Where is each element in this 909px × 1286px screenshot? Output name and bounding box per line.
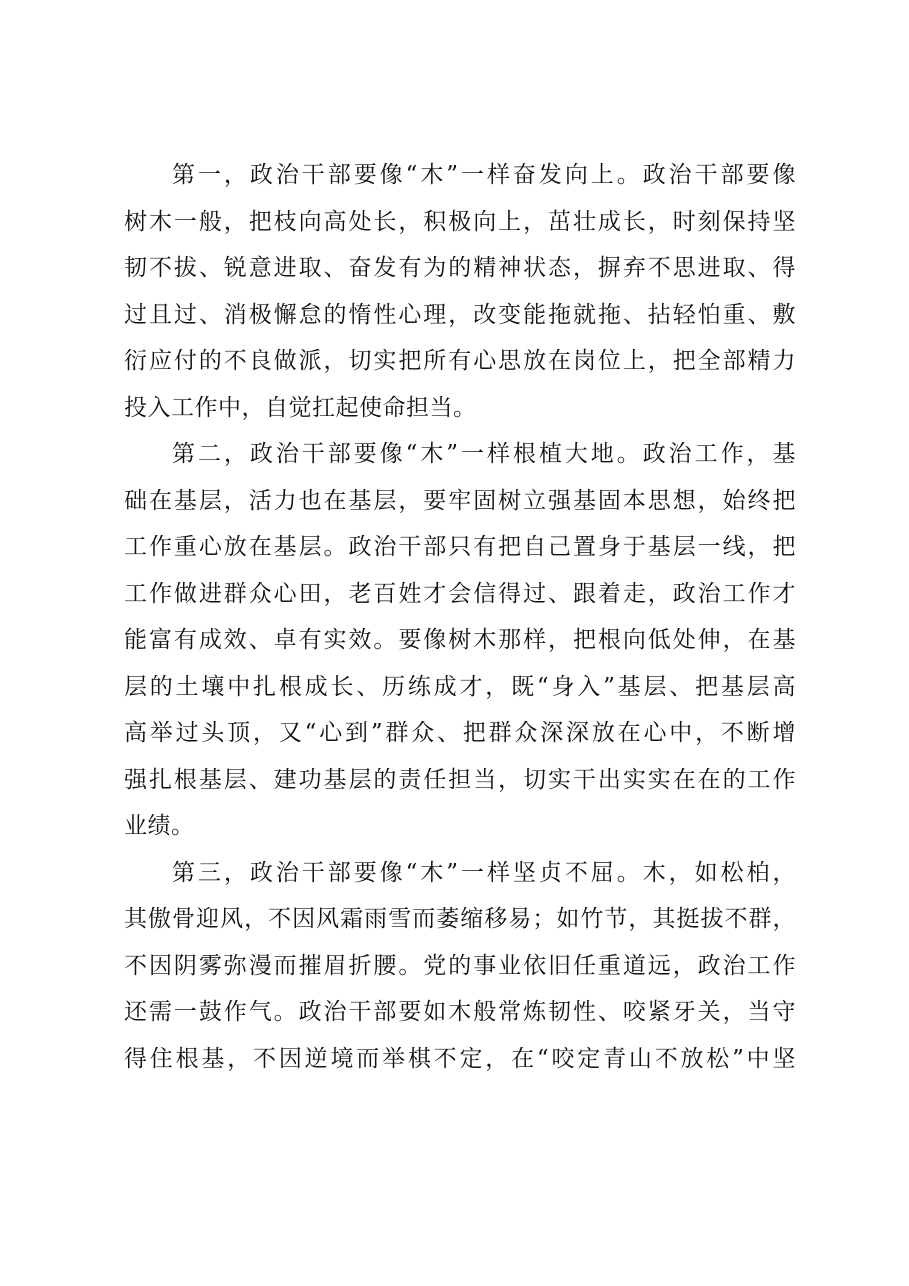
- paragraph-line: 韧不拔、锐意进取、奋发有为的精神状态，摒弃不思进取、得: [124, 255, 796, 281]
- paragraph-1: [124, 152, 796, 431]
- paragraph-line: 树木一般，把枝向高处长，积极向上，茁壮成长，时刻保持坚: [124, 208, 796, 235]
- paragraph-line: 过且过、消极懈怠的惰性心理，改变能拖就拖、拈轻怕重、敷: [124, 301, 796, 328]
- paragraph-line: 能富有成效、卓有实效。要像树木那样，把根向低处伸，在基: [124, 627, 796, 653]
- paragraph-3: [124, 850, 796, 1083]
- paragraph-line: 础在基层，活力也在基层，要牢固树立强基固本思想，始终把: [124, 487, 796, 514]
- paragraph-line: 工作做进群众心田，老百姓才会信得过、跟着走，政治工作才: [124, 580, 796, 607]
- paragraph-line: 第二，政治干部要像“木”一样根植大地。政治工作，基: [172, 441, 796, 467]
- paragraph-line: 工作重心放在基层。政治干部只有把自己置身于基层一线，把: [124, 534, 796, 560]
- paragraph-2: [124, 431, 796, 850]
- paragraph-line: 高举过头顶，又“心到”群众、把群众深深放在心中，不断增: [124, 720, 796, 746]
- paragraph-line: 层的土壤中扎根成长、历练成才，既“身入”基层、把基层高: [124, 673, 796, 700]
- document-body: [124, 152, 796, 1082]
- paragraph-line: 强扎根基层、建功基层的责任担当，切实干出实实在在的工作: [124, 766, 796, 793]
- paragraph-line: 不因阴雾弥漫而摧眉折腰。党的事业依旧任重道远，政治工作: [124, 952, 796, 979]
- paragraph-line: 得住根基，不因逆境而举棋不定，在“咬定青山不放松”中坚: [124, 1045, 796, 1072]
- paragraph-line: 第三，政治干部要像“木”一样坚贞不屈。木，如松柏，: [172, 859, 796, 886]
- paragraph-line: 业绩。: [124, 813, 195, 839]
- paragraph-line: 还需一鼓作气。政治干部要如木般常炼韧性、咬紧牙关，当守: [124, 999, 796, 1025]
- paragraph-line: 衍应付的不良做派，切实把所有心思放在岗位上，把全部精力: [124, 348, 796, 374]
- paragraph-line: 第一，政治干部要像“木”一样奋发向上。政治干部要像: [172, 162, 796, 188]
- paragraph-line: 其傲骨迎风，不因风霜雨雪而萎缩移易；如竹节，其挺拔不群，: [124, 906, 796, 932]
- paragraph-line: 投入工作中，自觉扛起使命担当。: [124, 394, 477, 421]
